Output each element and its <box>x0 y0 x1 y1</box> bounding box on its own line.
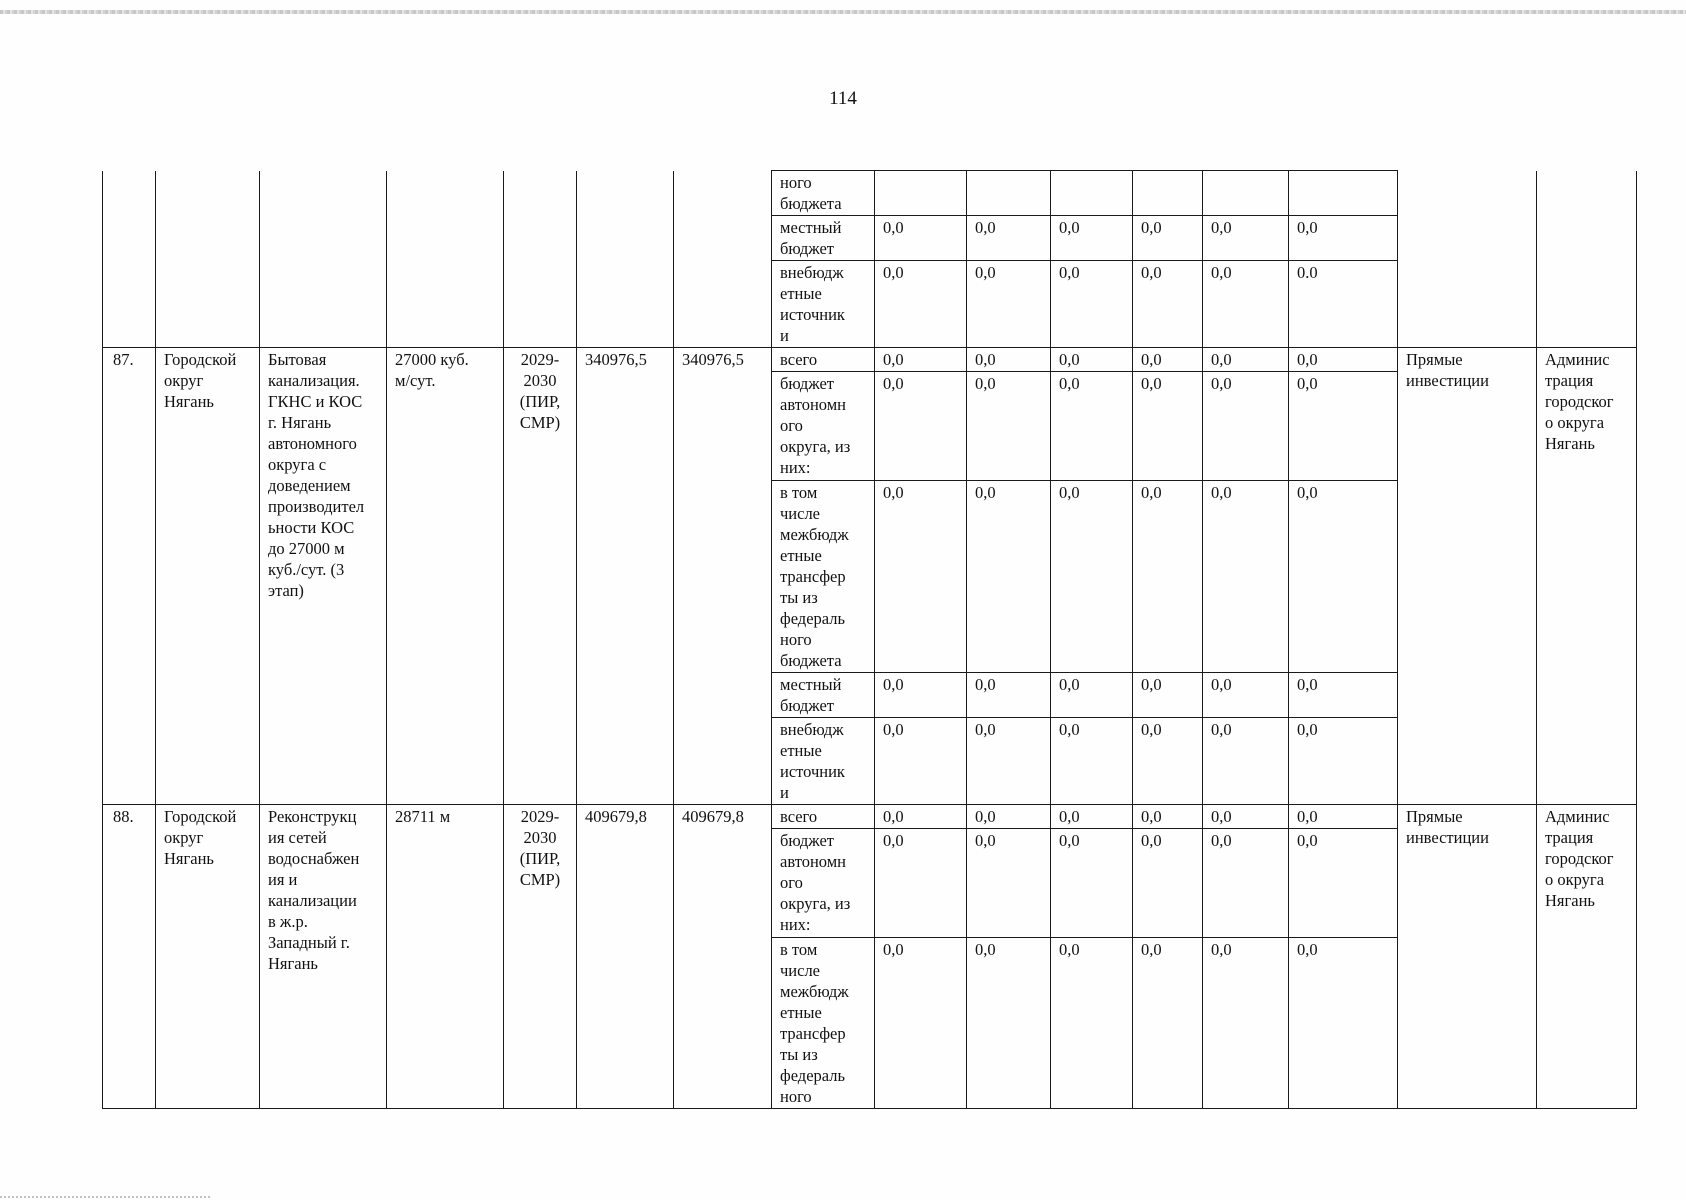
scan-edge-artifact <box>0 10 1686 14</box>
year-value-cell: 0,0 <box>1133 938 1203 1109</box>
cost-remaining-cell <box>674 171 772 348</box>
year-value-cell: 0,0 <box>1133 216 1203 261</box>
year-value-cell: 0,0 <box>1051 938 1133 1109</box>
year-value-cell: 0,0 <box>1051 261 1133 348</box>
table-row <box>103 348 1637 372</box>
funding-source-cell: местный бюджет <box>772 216 875 261</box>
cost-remaining-cell: 409679,8 <box>674 805 772 1109</box>
year-value-cell: 0,0 <box>1203 261 1289 348</box>
year-value-cell: 0,0 <box>1133 829 1203 938</box>
funding-source-cell: всего <box>772 348 875 372</box>
year-value-cell: 0,0 <box>875 481 967 673</box>
period-cell: 2029- 2030 (ПИР, СМР) <box>504 348 577 805</box>
capacity-cell <box>387 171 504 348</box>
year-value-cell: 0,0 <box>875 673 967 718</box>
year-value-cell: 0,0 <box>875 829 967 938</box>
year-value-cell: 0,0 <box>1289 481 1398 673</box>
year-value-cell: 0,0 <box>1203 718 1289 805</box>
year-value-cell: 0,0 <box>1203 216 1289 261</box>
funding-source-cell: бюджет автономн ого округа, из них: <box>772 829 875 938</box>
scan-bottom-artifact <box>0 1196 210 1198</box>
year-value-cell: 0,0 <box>875 261 967 348</box>
year-value-cell <box>1051 171 1133 216</box>
year-value-cell: 0,0 <box>1133 261 1203 348</box>
object-name-cell: Бытовая канализация. ГКНС и КОС г. Нягань автономного округа с доведением производител ьности КОС до 27000 м куб./сут. (3 этап) <box>260 348 387 805</box>
year-value-cell: 0,0 <box>967 481 1051 673</box>
funding-source-cell: внебюдж етные источник и <box>772 718 875 805</box>
period-cell: 2029- 2030 (ПИР, СМР) <box>504 805 577 1109</box>
year-value-cell: 0,0 <box>1203 372 1289 481</box>
year-value-cell: 0,0 <box>1051 372 1133 481</box>
municipality-cell: Городской округ Нягань <box>156 348 260 805</box>
year-value-cell: 0,0 <box>1051 216 1133 261</box>
row-number: 88. <box>103 805 156 1109</box>
year-value-cell: 0.0 <box>1289 261 1398 348</box>
capacity-cell: 27000 куб. м/сут. <box>387 348 504 805</box>
year-value-cell: 0,0 <box>1289 938 1398 1109</box>
municipality-cell <box>156 171 260 348</box>
table-body <box>103 171 1637 1109</box>
object-name-cell: Реконструкц ия сетей водоснабжен ия и канализации в ж.р. Западный г. Нягань <box>260 805 387 1109</box>
funding-source-cell: ного бюджета <box>772 171 875 216</box>
year-value-cell: 0,0 <box>967 718 1051 805</box>
year-value-cell: 0,0 <box>875 805 967 829</box>
year-value-cell: 0,0 <box>967 348 1051 372</box>
row-number <box>103 171 156 348</box>
year-value-cell: 0,0 <box>1289 718 1398 805</box>
customer-cell: Админис трация городског о округа Нягань <box>1537 348 1637 805</box>
year-value-cell: 0,0 <box>875 348 967 372</box>
year-value-cell: 0,0 <box>1203 481 1289 673</box>
year-value-cell <box>1289 171 1398 216</box>
year-value-cell: 0,0 <box>1289 348 1398 372</box>
year-value-cell <box>875 171 967 216</box>
cost-remaining-cell: 340976,5 <box>674 348 772 805</box>
year-value-cell: 0,0 <box>1133 481 1203 673</box>
investment-form-cell: Прямые инвестиции <box>1398 805 1537 1109</box>
table-row <box>103 171 1637 216</box>
cost-total-cell: 409679,8 <box>577 805 674 1109</box>
year-value-cell: 0,0 <box>1203 348 1289 372</box>
funding-source-cell: внебюдж етные источник и <box>772 261 875 348</box>
funding-source-cell: в том числе межбюдж етные трансфер ты из федераль ного <box>772 938 875 1109</box>
year-value-cell: 0,0 <box>1133 718 1203 805</box>
row-number: 87. <box>103 348 156 805</box>
year-value-cell: 0,0 <box>1133 805 1203 829</box>
year-value-cell: 0,0 <box>1289 216 1398 261</box>
year-value-cell <box>967 171 1051 216</box>
year-value-cell: 0,0 <box>1133 673 1203 718</box>
cost-total-cell <box>577 171 674 348</box>
year-value-cell: 0,0 <box>1051 481 1133 673</box>
year-value-cell: 0,0 <box>1051 829 1133 938</box>
year-value-cell: 0,0 <box>967 938 1051 1109</box>
year-value-cell: 0,0 <box>967 805 1051 829</box>
customer-cell: Админис трация городског о округа Нягань <box>1537 805 1637 1109</box>
object-name-cell <box>260 171 387 348</box>
table-row <box>103 805 1637 829</box>
year-value-cell: 0,0 <box>1289 829 1398 938</box>
page-number: 114 <box>829 88 857 109</box>
year-value-cell: 0,0 <box>1133 372 1203 481</box>
year-value-cell: 0,0 <box>967 372 1051 481</box>
funding-source-cell: бюджет автономн ого округа, из них: <box>772 372 875 481</box>
year-value-cell: 0,0 <box>967 261 1051 348</box>
year-value-cell: 0,0 <box>1051 348 1133 372</box>
year-value-cell: 0,0 <box>1289 805 1398 829</box>
year-value-cell: 0,0 <box>1051 805 1133 829</box>
investment-form-cell: Прямые инвестиции <box>1398 348 1537 805</box>
year-value-cell: 0,0 <box>1133 348 1203 372</box>
year-value-cell: 0,0 <box>1203 938 1289 1109</box>
funding-source-cell: местный бюджет <box>772 673 875 718</box>
funding-source-cell: в том числе межбюдж етные трансфер ты из федераль ного бюджета <box>772 481 875 673</box>
year-value-cell: 0,0 <box>875 718 967 805</box>
year-value-cell: 0,0 <box>1203 829 1289 938</box>
year-value-cell: 0,0 <box>875 938 967 1109</box>
cost-total-cell: 340976,5 <box>577 348 674 805</box>
year-value-cell: 0,0 <box>1051 673 1133 718</box>
customer-cell <box>1537 171 1637 348</box>
year-value-cell: 0,0 <box>1289 673 1398 718</box>
period-cell <box>504 171 577 348</box>
year-value-cell: 0,0 <box>875 372 967 481</box>
year-value-cell: 0,0 <box>1051 718 1133 805</box>
year-value-cell: 0,0 <box>1203 673 1289 718</box>
year-value-cell: 0,0 <box>875 216 967 261</box>
year-value-cell: 0,0 <box>1203 805 1289 829</box>
year-value-cell: 0,0 <box>967 216 1051 261</box>
investment-table <box>102 170 1637 1109</box>
year-value-cell: 0,0 <box>967 673 1051 718</box>
year-value-cell: 0,0 <box>1289 372 1398 481</box>
year-value-cell <box>1133 171 1203 216</box>
investment-form-cell <box>1398 171 1537 348</box>
year-value-cell <box>1203 171 1289 216</box>
funding-source-cell: всего <box>772 805 875 829</box>
municipality-cell: Городской округ Нягань <box>156 805 260 1109</box>
capacity-cell: 28711 м <box>387 805 504 1109</box>
year-value-cell: 0,0 <box>967 829 1051 938</box>
